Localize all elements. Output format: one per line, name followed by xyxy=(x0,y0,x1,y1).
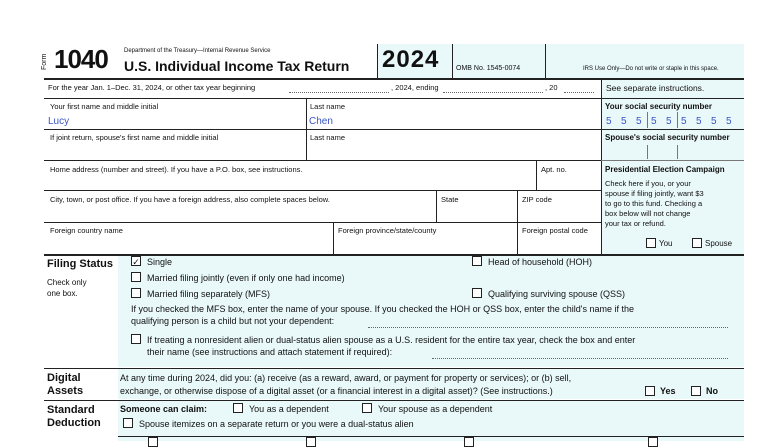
election-text: box below will not change xyxy=(605,209,691,218)
digital-assets-no-label: No xyxy=(706,386,718,396)
digital-assets-no-checkbox[interactable] xyxy=(691,386,701,396)
filing-status-title: Filing Status xyxy=(47,258,113,270)
nonresident-checkbox[interactable] xyxy=(131,334,141,344)
nonresident-line1: If treating a nonresident alien or dual-status alien spouse as a U.S. resident for the entire tax year, check the box and enter xyxy=(147,335,636,345)
first-name-input[interactable]: Lucy xyxy=(48,116,70,127)
next-row-checkbox[interactable] xyxy=(148,437,158,447)
omb-number: OMB No. 1545-0074 xyxy=(456,65,521,72)
you-as-dependent-checkbox[interactable] xyxy=(233,403,243,413)
qss-checkbox[interactable] xyxy=(472,288,482,298)
ssn-digit: 5 xyxy=(606,116,612,127)
election-spouse-label: Spouse xyxy=(705,239,733,248)
irs-use-only: IRS Use Only—Do not write or staple in this space. xyxy=(583,66,719,72)
election-you-label: You xyxy=(659,239,673,248)
election-spouse-checkbox[interactable] xyxy=(692,238,702,248)
foreign-province-label: Foreign province/state/county xyxy=(338,226,437,235)
foreign-postal-label: Foreign postal code xyxy=(522,226,588,235)
mfs-checkbox[interactable] xyxy=(131,288,141,298)
spouse-last-name-input[interactable] xyxy=(309,145,599,159)
tax-year: 2024 xyxy=(382,46,440,73)
ssn-digit: 5 xyxy=(621,116,627,127)
mfs-note-line1: If you checked the MFS box, enter the name of your spouse. If you checked the HOH or QSS box, enter the child's name if the xyxy=(131,304,634,314)
election-title: Presidential Election Campaign xyxy=(605,165,725,174)
spouse-itemizes-label: Spouse itemizes on a separate return or you were a dual-status alien xyxy=(139,419,414,429)
election-text: Check here if you, or your xyxy=(605,179,691,188)
form-number: 1040 xyxy=(54,44,108,74)
qss-label: Qualifying surviving spouse (QSS) xyxy=(488,289,626,299)
ssn-digit: 5 xyxy=(651,116,657,127)
form-title: U.S. Individual Income Tax Return xyxy=(124,58,350,74)
tax-year-text: For the year Jan. 1–Dec. 31, 2024, or other tax year beginning xyxy=(48,83,256,92)
one-box-text: one box. xyxy=(47,289,78,298)
single-label: Single xyxy=(147,257,173,267)
form-word: Form xyxy=(41,53,48,70)
standard-deduction-title-2: Deduction xyxy=(47,417,101,429)
nonresident-line2: their name (see instructions and attach statement if required): xyxy=(147,347,393,357)
hoh-label: Head of household (HOH) xyxy=(488,257,593,267)
ssn-digit: 5 xyxy=(681,116,687,127)
mfs-note-line2: qualifying person is a child but not your dependent: xyxy=(131,316,335,326)
first-name-label: Your first name and middle initial xyxy=(50,102,159,111)
digital-assets-title-1: Digital xyxy=(47,372,81,384)
mfj-label: Married filing jointly (even if only one had income) xyxy=(147,273,345,283)
spouse-as-dependent-label: Your spouse as a dependent xyxy=(378,404,493,414)
standard-deduction-title-1: Standard xyxy=(47,404,95,416)
city-input[interactable] xyxy=(48,206,432,220)
ssn-digit: 5 xyxy=(726,116,732,127)
zip-input[interactable] xyxy=(519,206,599,220)
nonresident-spouse-name-field[interactable] xyxy=(432,358,728,359)
state-label: State xyxy=(441,195,459,204)
year-begin-field[interactable] xyxy=(289,92,389,93)
single-checkbox[interactable]: ✓ xyxy=(132,257,140,267)
foreign-province-input[interactable] xyxy=(335,237,515,251)
year-ending-text: , 2024, ending xyxy=(391,83,439,92)
ssn-digit: 5 xyxy=(711,116,717,127)
state-input[interactable] xyxy=(438,206,514,220)
apt-input[interactable] xyxy=(538,176,598,190)
foreign-postal-input[interactable] xyxy=(519,237,599,251)
foreign-country-label: Foreign country name xyxy=(50,226,123,235)
hoh-checkbox[interactable] xyxy=(472,256,482,266)
election-you-checkbox[interactable] xyxy=(646,238,656,248)
spouse-first-name-label: If joint return, spouse's first name and middle initial xyxy=(50,133,219,142)
digital-assets-yes-checkbox[interactable] xyxy=(645,386,655,396)
foreign-country-input[interactable] xyxy=(48,237,330,251)
someone-can-claim-label: Someone can claim: xyxy=(120,404,208,414)
digital-assets-title-2: Assets xyxy=(47,385,84,397)
spouse-as-dependent-checkbox[interactable] xyxy=(362,403,372,413)
department-text: Department of the Treasury—Internal Revenue Service xyxy=(124,48,271,54)
ssn-digit: 5 xyxy=(696,116,702,127)
year-end-field[interactable] xyxy=(443,92,543,93)
mfs-label: Married filing separately (MFS) xyxy=(147,289,271,299)
ssn-label: Your social security number xyxy=(605,102,712,111)
election-text: spouse if filing jointly, want $3 xyxy=(605,189,704,198)
spouse-ssn-input[interactable] xyxy=(605,145,743,159)
ssn-digit: 5 xyxy=(636,116,642,127)
year-end-yy-field[interactable] xyxy=(564,92,594,93)
check-only-text: Check only xyxy=(47,278,87,287)
last-name-input[interactable]: Chen xyxy=(309,116,333,127)
last-name-label: Last name xyxy=(310,102,346,111)
home-address-input[interactable] xyxy=(48,176,533,190)
home-address-label: Home address (number and street). If you have a P.O. box, see instructions. xyxy=(50,165,303,174)
election-text: to go to this fund. Checking a xyxy=(605,199,703,208)
next-row-checkbox[interactable] xyxy=(464,437,474,447)
digital-assets-question-line2: exchange, or otherwise dispose of a digital asset (or a financial interest in a digital asset)? (See instructions.) xyxy=(120,386,553,396)
spouse-itemizes-checkbox[interactable] xyxy=(123,418,133,428)
year-twenty-text: , 20 xyxy=(545,83,558,92)
qualifying-person-name-field[interactable] xyxy=(368,327,728,328)
see-instructions: See separate instructions. xyxy=(606,83,705,93)
ssn-digit: 5 xyxy=(666,116,672,127)
city-label: City, town, or post office. If you have a foreign address, also complete spaces below. xyxy=(50,195,330,204)
next-row-checkbox[interactable] xyxy=(648,437,658,447)
next-row-checkbox[interactable] xyxy=(306,437,316,447)
digital-assets-question-line1: At any time during 2024, did you: (a) receive (as a reward, award, or payment for property or services); or (b) sell, xyxy=(120,373,572,383)
spouse-ssn-label: Spouse's social security number xyxy=(605,133,730,142)
election-text: your tax or refund. xyxy=(605,219,666,228)
mfj-checkbox[interactable] xyxy=(131,272,141,282)
you-as-dependent-label: You as a dependent xyxy=(249,404,329,414)
zip-label: ZIP code xyxy=(522,195,552,204)
ssn-input[interactable] xyxy=(605,114,743,128)
spouse-first-name-input[interactable] xyxy=(48,145,303,159)
apt-label: Apt. no. xyxy=(541,165,567,174)
digital-assets-yes-label: Yes xyxy=(660,386,676,396)
spouse-last-name-label: Last name xyxy=(310,133,346,142)
